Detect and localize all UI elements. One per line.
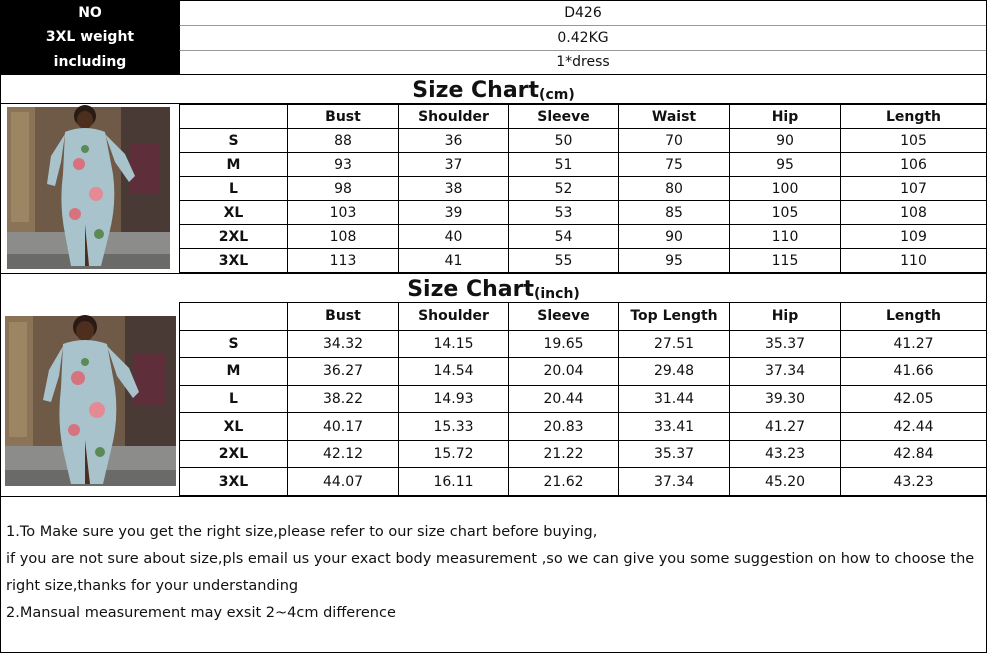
- table-row: [180, 330, 987, 358]
- chart-title-text: Size Chart: [412, 78, 540, 103]
- info-row-number: [1, 1, 986, 25]
- measurement-cell: 90: [619, 225, 730, 249]
- measurement-cell: 70: [619, 129, 730, 153]
- measurement-cell: 54: [509, 225, 619, 249]
- chart-unit-text: (inch): [533, 286, 580, 302]
- table-row: [180, 385, 987, 413]
- measurement-cell: 39: [399, 201, 509, 225]
- measurement-cell: 15.72: [399, 440, 509, 468]
- size-table-cm: [179, 104, 987, 273]
- column-header: Sleeve: [509, 105, 619, 129]
- measurement-cell: 34.32: [288, 330, 399, 358]
- column-header: Hip: [730, 105, 841, 129]
- measurement-cell: 113: [288, 249, 399, 273]
- table-header-row: [180, 303, 987, 331]
- info-row-weight: [1, 25, 986, 49]
- measurement-cell: 29.48: [619, 358, 730, 386]
- size-label: 2XL: [180, 440, 288, 468]
- measurement-cell: 20.04: [509, 358, 619, 386]
- measurement-cell: 90: [730, 129, 841, 153]
- column-header: Bust: [288, 303, 399, 331]
- measurement-cell: 37.34: [619, 468, 730, 496]
- measurement-cell: 105: [730, 201, 841, 225]
- measurement-cell: 41.66: [841, 358, 987, 386]
- column-header: Top Length: [619, 303, 730, 331]
- measurement-cell: 40.17: [288, 413, 399, 441]
- table-row: [180, 153, 987, 177]
- measurement-cell: 75: [619, 153, 730, 177]
- size-label: 3XL: [180, 468, 288, 496]
- measurement-cell: 39.30: [730, 385, 841, 413]
- info-label: including: [1, 50, 179, 74]
- size-table-inch: [179, 302, 987, 496]
- measurement-cell: 42.84: [841, 440, 987, 468]
- measurement-cell: 42.05: [841, 385, 987, 413]
- info-label: NO: [1, 1, 179, 25]
- column-header: Sleeve: [509, 303, 619, 331]
- column-header: Waist: [619, 105, 730, 129]
- size-label: XL: [180, 201, 288, 225]
- measurement-cell: 36: [399, 129, 509, 153]
- column-header: Shoulder: [399, 303, 509, 331]
- size-chart-inch-title: [1, 273, 986, 303]
- table-row: [180, 440, 987, 468]
- measurement-cell: 21.22: [509, 440, 619, 468]
- measurement-cell: 41.27: [730, 413, 841, 441]
- measurement-cell: 43.23: [730, 440, 841, 468]
- note-line: 1.To Make sure you get the right size,please refer to our size chart before buying,: [6, 524, 598, 540]
- chart-title-text: Size Chart: [407, 277, 534, 302]
- note-line: 2.Mansual measurement may exsit 2~4cm difference: [6, 605, 396, 621]
- measurement-cell: 27.51: [619, 330, 730, 358]
- measurement-cell: 80: [619, 177, 730, 201]
- info-label: 3XL weight: [1, 25, 179, 49]
- table-row: [180, 413, 987, 441]
- size-label: S: [180, 330, 288, 358]
- measurement-cell: 37.34: [730, 358, 841, 386]
- table-row: [180, 201, 987, 225]
- measurement-cell: 41.27: [841, 330, 987, 358]
- measurement-cell: 108: [288, 225, 399, 249]
- measurement-cell: 20.44: [509, 385, 619, 413]
- measurement-cell: 95: [619, 249, 730, 273]
- table-row: [180, 225, 987, 249]
- table-header-row: [180, 105, 987, 129]
- table-row: [180, 249, 987, 273]
- measurement-cell: 88: [288, 129, 399, 153]
- measurement-cell: 40: [399, 225, 509, 249]
- column-header: Length: [841, 303, 987, 331]
- measurement-cell: 98: [288, 177, 399, 201]
- measurement-cell: 105: [841, 129, 987, 153]
- sizing-notes: [1, 496, 986, 652]
- size-label: L: [180, 177, 288, 201]
- product-photo-cm: [1, 104, 180, 273]
- measurement-cell: 107: [841, 177, 987, 201]
- measurement-cell: 31.44: [619, 385, 730, 413]
- product-info-block: [1, 1, 986, 75]
- info-row-including: [1, 50, 986, 74]
- size-label: L: [180, 385, 288, 413]
- measurement-cell: 38: [399, 177, 509, 201]
- measurement-cell: 100: [730, 177, 841, 201]
- measurement-cell: 14.93: [399, 385, 509, 413]
- size-label: M: [180, 153, 288, 177]
- table-row: [180, 129, 987, 153]
- column-header: Bust: [288, 105, 399, 129]
- measurement-cell: 106: [841, 153, 987, 177]
- table-row: [180, 358, 987, 386]
- info-value: 1*dress: [179, 50, 986, 74]
- measurement-cell: 33.41: [619, 413, 730, 441]
- measurement-cell: 51: [509, 153, 619, 177]
- chart-unit-text: (cm): [539, 87, 575, 103]
- measurement-cell: 16.11: [399, 468, 509, 496]
- size-label: M: [180, 358, 288, 386]
- column-header: [180, 303, 288, 331]
- measurement-cell: 41: [399, 249, 509, 273]
- measurement-cell: 45.20: [730, 468, 841, 496]
- measurement-cell: 38.22: [288, 385, 399, 413]
- measurement-cell: 37: [399, 153, 509, 177]
- column-header: [180, 105, 288, 129]
- size-label: 2XL: [180, 225, 288, 249]
- measurement-cell: 85: [619, 201, 730, 225]
- measurement-cell: 55: [509, 249, 619, 273]
- measurement-cell: 110: [841, 249, 987, 273]
- size-label: XL: [180, 413, 288, 441]
- note-line: if you are not sure about size,pls email us your exact body measurement ,so we can give you some suggestion on how to choose the right size,thanks for your understanding: [6, 551, 975, 594]
- measurement-cell: 20.83: [509, 413, 619, 441]
- measurement-cell: 110: [730, 225, 841, 249]
- size-label: S: [180, 129, 288, 153]
- column-header: Shoulder: [399, 105, 509, 129]
- product-photo-inch: [1, 302, 180, 496]
- column-header: Length: [841, 105, 987, 129]
- measurement-cell: 42.44: [841, 413, 987, 441]
- table-row: [180, 468, 987, 496]
- measurement-cell: 42.12: [288, 440, 399, 468]
- column-header: Hip: [730, 303, 841, 331]
- table-row: [180, 177, 987, 201]
- measurement-cell: 109: [841, 225, 987, 249]
- measurement-cell: 93: [288, 153, 399, 177]
- measurement-cell: 21.62: [509, 468, 619, 496]
- measurement-cell: 43.23: [841, 468, 987, 496]
- measurement-cell: 35.37: [619, 440, 730, 468]
- size-chart-cm-title: [1, 75, 986, 104]
- dress-model-photo: [1, 104, 179, 273]
- dress-model-photo: [1, 302, 179, 496]
- measurement-cell: 35.37: [730, 330, 841, 358]
- measurement-cell: 50: [509, 129, 619, 153]
- measurement-cell: 95: [730, 153, 841, 177]
- info-value: D426: [179, 1, 986, 25]
- measurement-cell: 19.65: [509, 330, 619, 358]
- measurement-cell: 14.54: [399, 358, 509, 386]
- size-label: 3XL: [180, 249, 288, 273]
- measurement-cell: 52: [509, 177, 619, 201]
- measurement-cell: 115: [730, 249, 841, 273]
- measurement-cell: 36.27: [288, 358, 399, 386]
- measurement-cell: 14.15: [399, 330, 509, 358]
- measurement-cell: 15.33: [399, 413, 509, 441]
- measurement-cell: 44.07: [288, 468, 399, 496]
- measurement-cell: 53: [509, 201, 619, 225]
- info-value: 0.42KG: [179, 25, 986, 49]
- measurement-cell: 108: [841, 201, 987, 225]
- measurement-cell: 103: [288, 201, 399, 225]
